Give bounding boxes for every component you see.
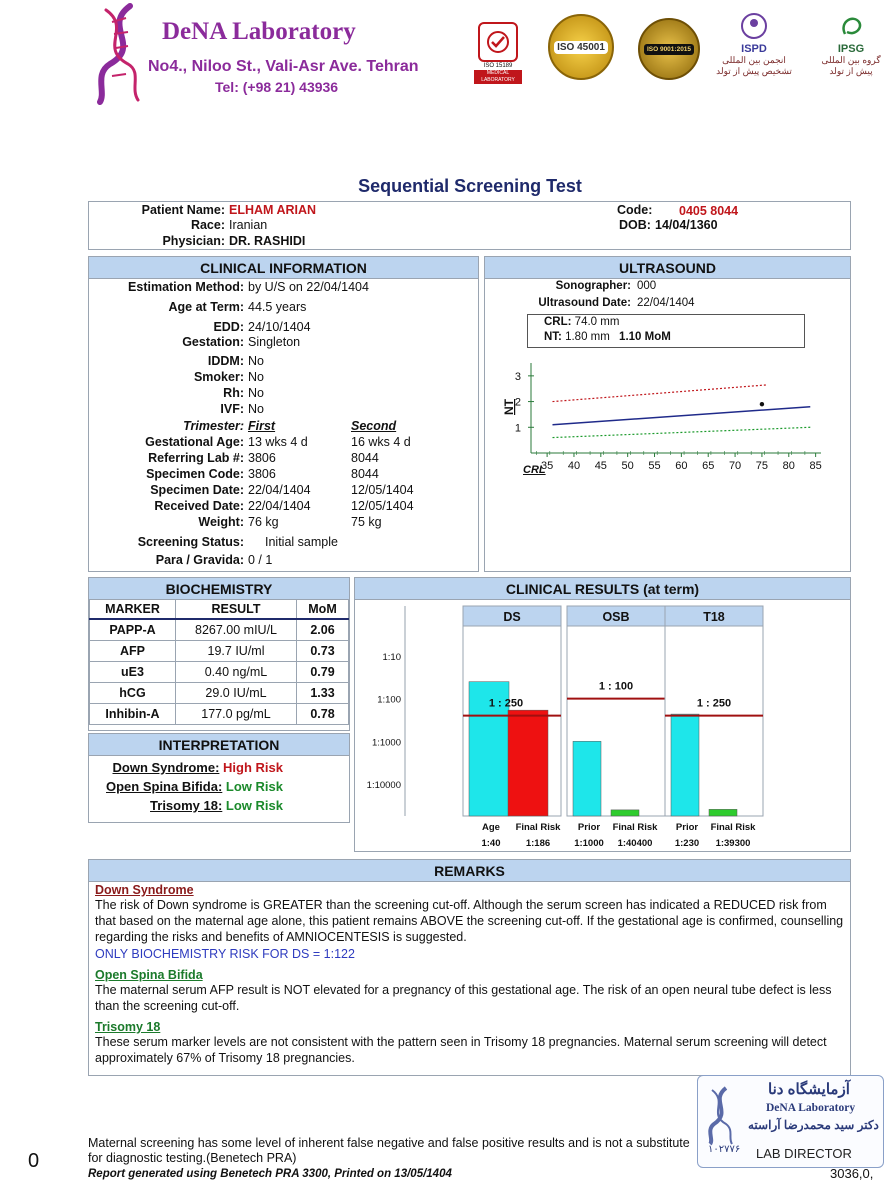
clinical-row-value: by U/S on 22/04/1404 (248, 280, 369, 294)
y-tick-label: 2 (514, 396, 521, 409)
risk-bar (508, 710, 548, 816)
biochem-result-cell: 0.40 ng/mL (176, 661, 297, 682)
y-tick-label: 1:100 (377, 694, 401, 706)
biochem-mom-cell: 0.79 (297, 661, 349, 682)
remark-osb-text: The maternal serum AFP result is NOT elevated for a pregnancy of this gestational age. The risk of an open neural tube defect is less than the screening cut-off. (95, 983, 832, 1013)
series-lower (552, 427, 810, 437)
table-header-row (90, 600, 349, 619)
clinical-row-label: Smoker: (193, 370, 244, 384)
table-row (90, 619, 349, 640)
column-mom: MoM (297, 600, 349, 619)
trimester-second-value: 16 wks 4 d (351, 435, 411, 449)
column-result: RESULT (176, 600, 297, 619)
x-tick-label: 40 (567, 460, 581, 472)
patient-name: ELHAM ARIAN (229, 203, 317, 217)
nt-label: NT: (544, 331, 562, 343)
clinical-row-label: Age at Term: (168, 300, 244, 314)
code-label: Code: (617, 203, 653, 217)
x-tick-label: 35 (540, 460, 554, 472)
biochem-marker-cell: AFP (90, 640, 176, 661)
x-tick-label: 80 (782, 460, 795, 472)
biochem-marker-cell: uE3 (90, 661, 176, 682)
iso45001-badge: ISO 45001 (548, 14, 614, 80)
physician-label: Physician: (162, 234, 225, 248)
column-marker: MARKER (90, 600, 176, 619)
spina-bifida-label: Open Spina Bifida: (106, 779, 223, 794)
bar-category-label: Final Risk (612, 822, 658, 833)
crl-value: 74.0 mm (574, 316, 620, 328)
bar-ratio-label: 1:39300 (715, 838, 751, 849)
x-axis-label: CRL (523, 464, 546, 475)
series-upper (552, 385, 767, 402)
bar-ratio-label: 1:186 (525, 838, 551, 849)
down-syndrome-result: High Risk (223, 760, 283, 775)
bar-category-label: Age (482, 822, 500, 833)
dna-helix-icon (92, 2, 152, 106)
clinical-row-value: 44.5 years (248, 300, 307, 314)
y-tick-label: 1:10000 (366, 780, 401, 791)
clinical-row-value: 24/10/1404 (248, 320, 311, 334)
patient-info-box (88, 201, 851, 250)
remark-osb-title: Open Spina Bifida (95, 968, 203, 982)
race-value: Iranian (229, 218, 268, 232)
clinical-row-value: No (248, 386, 264, 400)
y-tick-label: 3 (514, 370, 521, 383)
sonographer-value: 000 (637, 280, 657, 292)
group-title: OSB (602, 610, 630, 624)
remark-ds-biochem: ONLY BIOCHEMISTRY RISK FOR DS = 1:122 (95, 947, 355, 961)
clinical-row-label: Estimation Method: (128, 280, 244, 294)
trimester-second-value: 12/05/1404 (351, 499, 414, 513)
x-tick-label: 50 (621, 460, 634, 472)
trimester-label: Trimester: (183, 419, 244, 433)
patient-name-label: Patient Name: (141, 203, 225, 217)
biochemistry-panel (88, 577, 350, 731)
ultrasound-heading: ULTRASOUND (485, 257, 850, 279)
ultrasound-date-value: 22/04/1404 (637, 297, 695, 309)
screening-status-value: Initial sample (265, 535, 338, 549)
para-gravida-value: 0 / 1 (248, 553, 273, 567)
risk-bar (671, 714, 699, 816)
trimester-second-value: 12/05/1404 (351, 483, 414, 497)
remarks-heading: REMARKS (89, 860, 850, 882)
series-median (552, 407, 810, 425)
bar-category-label: Final Risk (515, 822, 561, 833)
stamp-lab-name-fa: آزمایشگاه دنا (768, 1081, 850, 1098)
code-value: 0405 8044 (679, 204, 739, 218)
biochem-result-cell: 29.0 IU/mL (176, 682, 297, 703)
y-tick-label: 1 (514, 422, 521, 435)
lab-phone: Tel: (+98 21) 43936 (215, 79, 339, 95)
lab-logo (92, 2, 152, 106)
x-tick-label: 65 (702, 460, 715, 472)
remark-ds-text: The risk of Down syndrome is GREATER than the screening cut-off. Although the serum screen has indicated a REDUCED risk from that based on the maternal age alone, this patient remains ABOVE the screening cut-off. If the gestational age is confirmed, counselling regarding the risks and benefits of AMNIOCENTESIS is suggested. (95, 898, 844, 944)
remarks-panel (88, 859, 851, 1076)
iso9001-badge: ISO 9001:2015 (638, 18, 700, 80)
stamp-dna-icon (706, 1086, 736, 1146)
trimester-second: Second (351, 419, 397, 433)
biochem-result-cell: 19.7 IU/ml (176, 640, 297, 661)
trimester-row-label: Gestational Age: (145, 435, 244, 449)
report-generated-note: Report generated using Benetech PRA 3300, Printed on 13/05/1404 (88, 1168, 452, 1180)
biochem-result-cell: 177.0 pg/mL (176, 703, 297, 724)
dob-value: 14/04/1360 (655, 218, 718, 232)
crl-nt-box (527, 314, 805, 348)
table-row (90, 703, 349, 724)
trimester-first-value: 22/04/1404 (248, 483, 311, 497)
risk-bar (611, 810, 639, 816)
risk-bar (573, 741, 601, 816)
clinical-row-label: IDDM: (207, 354, 244, 368)
clinical-row-label: Rh: (223, 386, 244, 400)
biochem-marker-cell: PAPP-A (90, 619, 176, 640)
risk-bar-chart (355, 600, 851, 852)
ipsg-badge: IPSG گروه بین المللی پیش از تولد (818, 12, 884, 77)
x-tick-label: 75 (755, 460, 769, 472)
biochemistry-heading: BIOCHEMISTRY (89, 578, 349, 600)
clinical-information-heading: CLINICAL INFORMATION (89, 257, 478, 279)
checkmark-icon (486, 30, 510, 54)
trimester-first-value: 3806 (248, 467, 276, 481)
x-tick-label: 45 (594, 460, 607, 472)
clinical-row-value: Singleton (248, 335, 301, 349)
clinical-row-value: No (248, 402, 264, 416)
trimester-row-label: Specimen Code: (146, 467, 244, 481)
ultrasound-date-label: Ultrasound Date: (538, 297, 631, 309)
ispd-logo-icon (740, 12, 768, 40)
trimester-first-value: 76 kg (248, 515, 279, 529)
bar-ratio-label: 1:1000 (574, 838, 604, 849)
trimester-first: First (248, 419, 276, 433)
trimester-row-label: Weight: (198, 515, 244, 529)
x-tick-label: 85 (809, 460, 822, 472)
trimester-second-value: 8044 (351, 451, 379, 465)
clinical-results-panel (354, 577, 851, 852)
table-row (90, 640, 349, 661)
spina-bifida-result: Low Risk (225, 779, 283, 794)
remark-t18-text: These serum marker levels are not consistent with the pattern seen in Trisomy 18 pregnancies. Maternal serum screening will detect approximately 67% of Trisomy 18 pregnancies. (95, 1035, 827, 1065)
nt-mom-value: 1.10 MoM (619, 331, 671, 343)
ispd-badge: ISPD انجمن بین المللی تشخیص پیش از تولد (712, 12, 796, 77)
stamp-code: ۱۰۲۷۷۶ (708, 1144, 741, 1155)
trimester-second-value: 75 kg (351, 515, 382, 529)
table-row (90, 682, 349, 703)
report-title: Sequential Screening Test (358, 176, 582, 196)
y-axis-label: NT (502, 399, 516, 415)
biochem-marker-cell: Inhibin-A (90, 703, 176, 724)
bar-category-label: Final Risk (710, 822, 756, 833)
risk-bar (709, 809, 737, 816)
lab-name: DeNA Laboratory (162, 18, 356, 45)
trimester-row-label: Received Date: (154, 499, 244, 513)
table-row (90, 661, 349, 682)
clinical-row-label: EDD: (213, 320, 244, 334)
clinical-row-label: Gestation: (182, 335, 244, 349)
lab-address: No4., Niloo St., Vali-Asr Ave. Tehran (148, 58, 419, 75)
cutoff-label: 1 : 100 (598, 680, 634, 693)
screening-status-label: Screening Status: (137, 535, 244, 549)
iso15189-badge: ISO 15189 MEDICAL LABORATORY (474, 22, 522, 88)
patient-nt-point (760, 402, 764, 406)
lab-stamp (697, 1075, 884, 1168)
biochem-mom-cell: 1.33 (297, 682, 349, 703)
clinical-row-label: IVF: (220, 402, 244, 416)
trimester-first-value: 3806 (248, 451, 276, 465)
biochem-mom-cell: 0.78 (297, 703, 349, 724)
trimester-second-value: 8044 (351, 467, 379, 481)
bar-category-label: Prior (577, 822, 601, 833)
footer-disclaimer: Maternal screening has some level of inherent false negative and false positive results and is not a substitute for diagnostic testing.(Benetech PRA) (88, 1136, 690, 1165)
biochem-mom-cell: 0.73 (297, 640, 349, 661)
bar-category-label: Prior (675, 822, 699, 833)
crl-label: CRL: (544, 316, 572, 328)
clinical-results-heading: CLINICAL RESULTS (at term) (355, 578, 850, 600)
footer-reference: 3036,0, (830, 1166, 874, 1181)
x-tick-label: 60 (675, 460, 688, 472)
biochemistry-table (89, 600, 349, 725)
x-tick-label: 70 (728, 460, 742, 472)
bar-ratio-label: 1:40 (481, 838, 501, 849)
clinical-information-panel (88, 256, 479, 572)
physician-value: DR. RASHIDI (229, 234, 306, 248)
group-title: T18 (703, 610, 725, 624)
biochem-mom-cell: 2.06 (297, 619, 349, 640)
trimester-first-value: 13 wks 4 d (248, 435, 308, 449)
bar-ratio-label: 1:40400 (617, 838, 653, 849)
y-tick-label: 1:1000 (371, 737, 401, 749)
trisomy18-result: Low Risk (225, 798, 283, 813)
nt-crl-chart (485, 355, 851, 475)
nt-value: 1.80 mm (565, 331, 610, 343)
stamp-director-name: دکتر سید محمدرضا آراسته (748, 1118, 879, 1132)
sonographer-label: Sonographer: (555, 280, 631, 292)
race-label: Race: (190, 218, 225, 232)
trisomy18-label: Trisomy 18: (150, 798, 223, 813)
stamp-lab-name-en: DeNA Laboratory (766, 1102, 856, 1114)
lab-director-label: LAB DIRECTOR (756, 1146, 852, 1161)
ultrasound-panel (484, 256, 851, 572)
y-tick-label: 1:10 (382, 652, 401, 663)
trimester-first-value: 22/04/1404 (248, 499, 311, 513)
down-syndrome-label: Down Syndrome: (112, 760, 220, 775)
interpretation-panel (88, 733, 350, 823)
biochem-marker-cell: hCG (90, 682, 176, 703)
ipsg-logo-icon (837, 12, 865, 40)
cutoff-label: 1 : 250 (696, 697, 732, 710)
para-gravida-label: Para / Gravida: (155, 553, 244, 567)
trimester-row-label: Specimen Date: (150, 483, 244, 497)
trimester-row-label: Referring Lab #: (148, 451, 244, 465)
x-tick-label: 55 (648, 460, 661, 472)
page-number: 0 (28, 1150, 40, 1172)
group-title: DS (503, 610, 521, 624)
dob-label: DOB: (619, 218, 651, 232)
interpretation-heading: INTERPRETATION (89, 734, 349, 756)
remark-ds-title: Down Syndrome (95, 883, 194, 897)
clinical-row-value: No (248, 354, 264, 368)
remark-t18-title: Trisomy 18 (95, 1020, 161, 1034)
cutoff-label: 1 : 250 (488, 697, 524, 710)
clinical-row-value: No (248, 370, 264, 384)
bar-ratio-label: 1:230 (674, 838, 700, 849)
biochem-result-cell: 8267.00 mIU/L (176, 619, 297, 640)
